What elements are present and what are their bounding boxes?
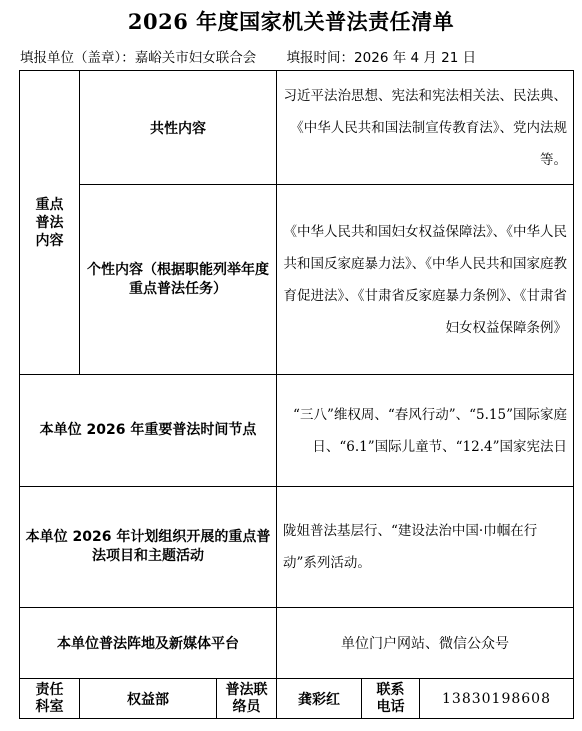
row-common [20,71,574,185]
phone-value: 13830198608 [442,690,551,707]
platform-value-cell [277,608,574,679]
common-label-cell [80,71,277,185]
dept-value: 权益部 [127,691,169,708]
phone-label-cell [362,679,420,719]
specific-label-cell [80,185,277,375]
common-label: 共性内容 [150,120,206,137]
responsibility-table [19,70,574,719]
phone-value-cell [420,679,574,719]
section-label: 重点普法内容 [35,196,64,249]
timenodes-value-cell [277,375,574,487]
row-footer [20,679,574,719]
timenodes-label-cell [20,375,277,487]
dept-label: 责任科室 [35,681,64,715]
contact-value: 龚彩红 [298,691,340,708]
fill-date: 填报时间：2026 年 4 月 21 日 [286,50,477,66]
dept-label-cell [20,679,80,719]
specific-label: 个性内容（根据职能列举年度重点普法任务） [87,261,269,297]
fill-info-line [20,46,572,66]
platform-label-cell [20,608,277,679]
contact-value-cell [277,679,362,719]
common-value: 习近平法治思想、宪法和宪法相关法、民法典、《中华人民共和国法制宣传教育法》、党内法规等。 [283,87,568,168]
projects-label: 本单位 2026 年计划组织开展的重点普法项目和主题活动 [25,529,271,564]
timenodes-value: “三八”维权周、“春风行动”、“5.15”国际家庭日、“6.1”国际儿童节、“12.4”国家宪法日 [293,406,568,455]
dept-value-cell [80,679,217,719]
specific-value-cell [277,185,574,375]
row-platform [20,608,574,679]
row-timenodes [20,375,574,487]
projects-value-cell [277,487,574,608]
phone-label: 联系电话 [376,681,405,715]
fill-unit: 填报单位（盖章）：嘉峪关市妇女联合会 [20,50,257,66]
timenodes-label: 本单位 2026 年重要普法时间节点 [39,422,257,438]
row-specific [20,185,574,375]
document-title: 2026 年度国家机关普法责任清单 [127,9,455,34]
contact-label-cell [217,679,277,719]
contact-label: 普法联络员 [225,681,268,715]
projects-label-cell [20,487,277,608]
row-projects [20,487,574,608]
specific-value: 《中华人民共和国妇女权益保障法》、《中华人民共和国反家庭暴力法》、《中华人民共和国家庭教育促进法》、《甘肃省反家庭暴力条例》、《甘肃省妇女权益保障条例》 [283,223,568,336]
section-label-cell [20,71,80,375]
platform-value: 单位门户网站、微信公众号 [341,636,509,652]
platform-label: 本单位普法阵地及新媒体平台 [57,636,239,652]
common-value-cell [277,71,574,185]
projects-value: 陇姐普法基层行、“建设法治中国·巾帼在行动”系列活动。 [283,523,538,571]
